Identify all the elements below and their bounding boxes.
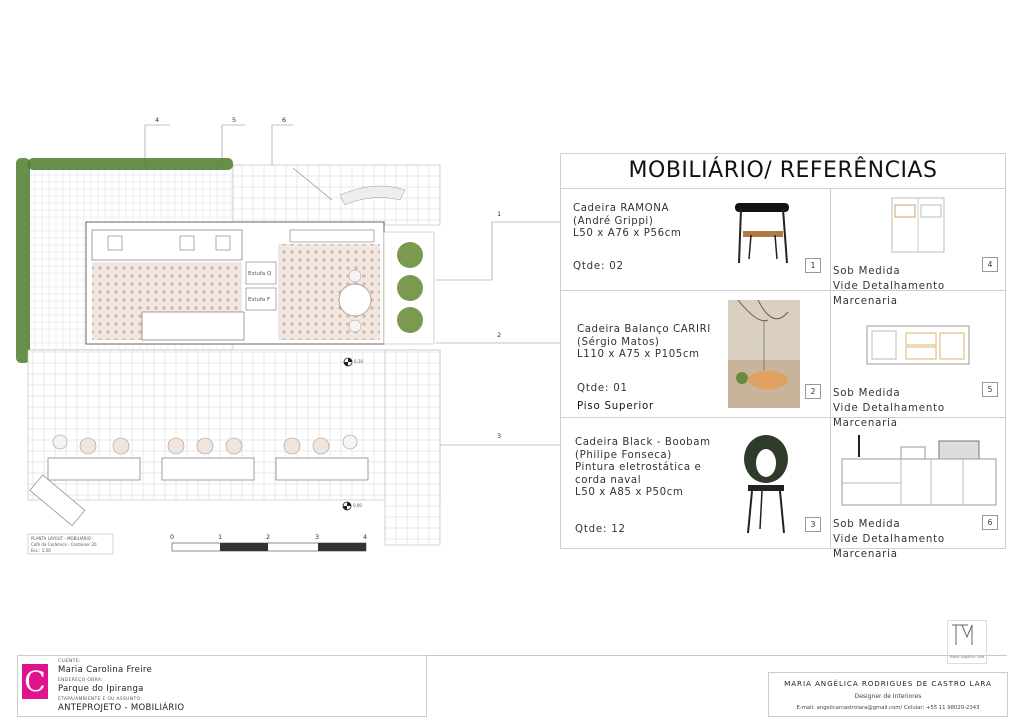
bar-tables [48, 458, 368, 480]
row2-qty: Qtde: 01 [577, 383, 628, 394]
cariri-chair-image [728, 300, 800, 408]
planter-2 [397, 275, 423, 301]
scale-bar [172, 543, 366, 551]
row-callout-2: 2 [497, 331, 502, 339]
designer-name: MARIA ANGÉLICA RODRIGUES DE CASTRO LARA [784, 679, 992, 688]
row-callout-1: 1 [497, 210, 502, 218]
row2-num-left: 2 [805, 384, 821, 399]
planter-1 [397, 242, 423, 268]
references-title: MOBILIÁRIO/ REFERÊNCIAS [561, 154, 1005, 189]
row3-num-right: 6 [982, 515, 998, 530]
row1-desc: Cadeira RAMONA (André Grippi) L50 x A76 x P56cm [573, 203, 682, 239]
floor-plan-drawing [0, 0, 560, 560]
row1-note: Sob Medida Vide Detalhamento Marcenaria [833, 266, 945, 307]
row1-num-right: 4 [982, 257, 998, 272]
back-counter [92, 230, 242, 260]
reference-row-1 [561, 189, 1005, 307]
planter-3 [397, 307, 423, 333]
designer-role: Designer de Interiores [854, 693, 922, 700]
level-top: 0,20 [354, 359, 363, 364]
row3-num-left: 3 [805, 517, 821, 532]
upper-deck [233, 165, 440, 225]
signature-monogram [948, 621, 986, 651]
title-block-designer [768, 672, 1008, 717]
designer-signature-mark: Maria Angélica Lara [947, 620, 987, 664]
cabinet-4-sketch [891, 197, 945, 253]
boobam-chair-image [734, 429, 798, 535]
plan-caption-3: Esc.: 1:50 [31, 548, 51, 553]
scale-0: 0 [170, 533, 175, 541]
counter-6-sketch [841, 433, 997, 507]
counter [142, 312, 244, 340]
reference-row-3 [561, 417, 1005, 560]
cabinet-5-sketch [866, 325, 970, 367]
company-logo: C [22, 664, 48, 699]
round-table [339, 284, 371, 316]
estufa-f-label: Estufa F [248, 297, 271, 303]
reference-row-2 [561, 290, 1005, 429]
row2-num-right: 5 [982, 382, 998, 397]
etapa-label: ETAPA/AMBIENTE E OU ASSUNTO: [58, 697, 143, 702]
endereco-value: Parque do Ipiranga [58, 684, 144, 694]
scale-3: 3 [315, 533, 320, 541]
etapa-value: ANTEPROJETO - MOBILIÁRIO [58, 703, 185, 713]
estufa-q-label: Estufa Q [248, 271, 272, 277]
row1-qty: Qtde: 02 [573, 261, 624, 272]
level-bottom: 0,00 [353, 503, 362, 508]
plan-caption-1: PLANTA LAYOUT - MOBILIÁRIO [31, 536, 91, 541]
row1-num-left: 1 [805, 258, 821, 273]
row3-qty: Qtde: 12 [575, 524, 626, 535]
endereco-label: ENDEREÇO OBRA: [58, 678, 103, 683]
plan-caption-2: Café da Cerâmica - Container 20 [31, 542, 97, 547]
cliente-label: CLIENTE: [58, 659, 81, 664]
scale-2: 2 [266, 533, 271, 541]
cliente-value: Maria Carolina Freire [58, 665, 152, 675]
row-callout-3: 3 [497, 432, 502, 440]
row2-extra: Piso Superior [577, 401, 655, 412]
scale-1: 1 [218, 533, 223, 541]
references-table [560, 153, 1006, 560]
callout-4: 4 [155, 116, 160, 124]
scale-4: 4 [363, 533, 368, 541]
tile-floor-left [92, 262, 242, 312]
row2-desc: Cadeira Balanço CARIRI (Sérgio Matos) L110 x A75 x P105cm [577, 324, 711, 360]
title-block-client [17, 655, 427, 717]
row3-note: Sob Medida Vide Detalhamento Marcenaria [833, 519, 945, 560]
callout-6: 6 [282, 116, 287, 124]
row3-desc: Cadeira Black - Boobam (Philipe Fonseca) Pintura eletrostática e corda naval L50 x A85 x P50cm [575, 437, 711, 498]
designer-contact: E-mail: angelicarcastrolara@gmail.com/ Celular: +55 11 98020-2343 [796, 705, 980, 711]
callout-5: 5 [232, 116, 237, 124]
row2-note: Sob Medida Vide Detalhamento Marcenaria [833, 388, 945, 429]
ramona-chair-image [731, 201, 793, 267]
